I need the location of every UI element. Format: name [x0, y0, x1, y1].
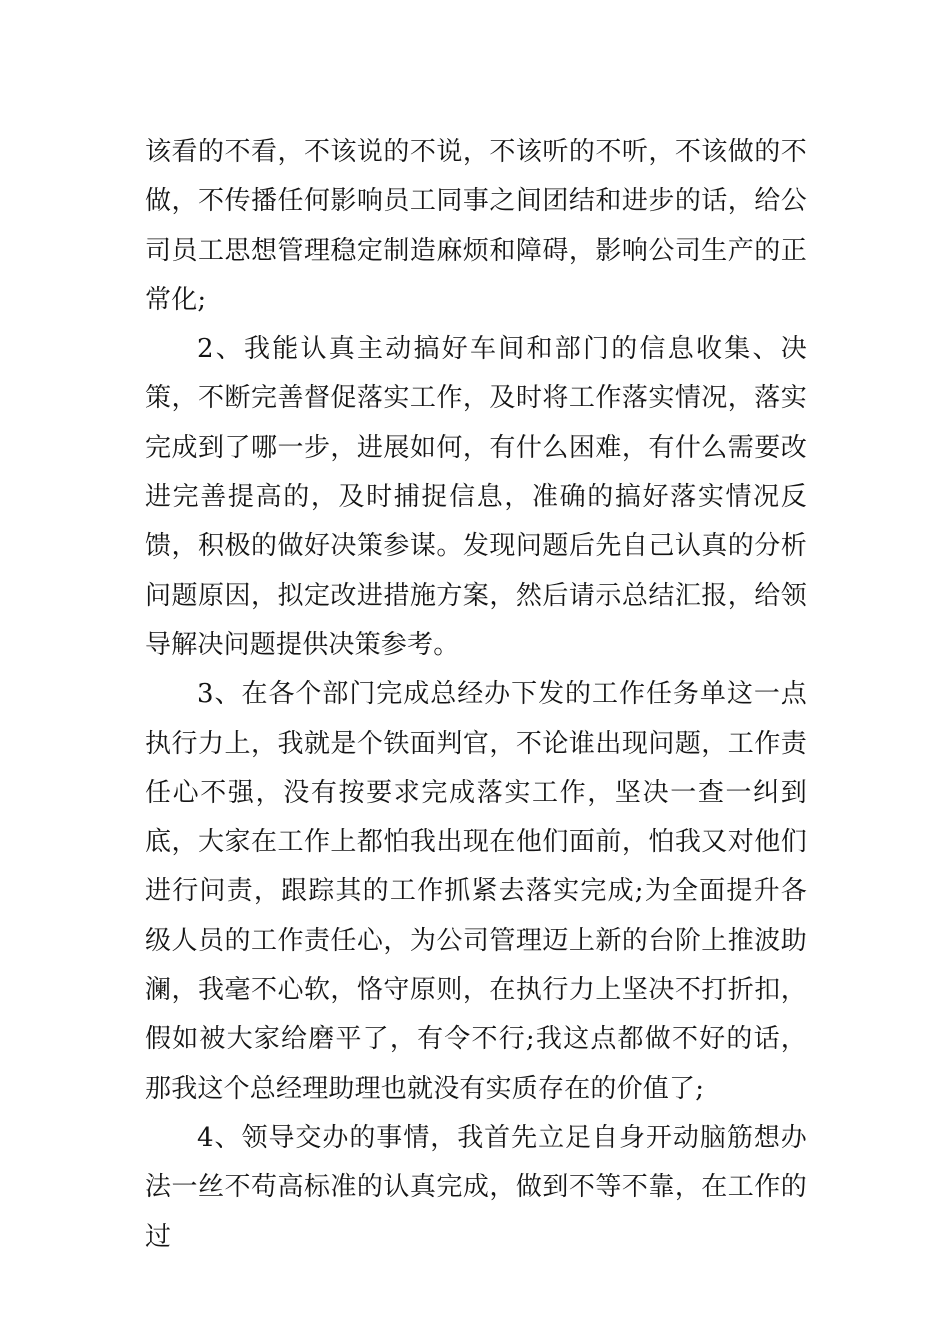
paragraph-item-2: 2、我能认真主动搞好车间和部门的信息收集、决策，不断完善督促落实工作，及时将工作落实情况，落实完成到了哪一步，进展如何，有什么困难，有什么需要改进完善提高的，及时捕捉信息，准确的搞好落实情况反馈，积极的做好决策参谋。发现问题后先自己认真的分析问题原因，拟定改进措施方案，然后请示总结汇报，给领导解决问题提供决策参考。	[145, 334, 807, 660]
paragraph-item-3: 3、在各个部门完成总经办下发的工作任务单这一点执行力上，我就是个铁面判官，不论谁出现问题，工作责任心不强，没有按要求完成落实工作，坚决一查一纠到底，大家在工作上都怕我出现在他们面前，怕我又对他们进行问责，跟踪其的工作抓紧去落实完成;为全面提升各级人员的工作责任心，为公司管理迈上新的台阶上推波助澜，我毫不心软，恪守原则，在执行力上坚决不打折扣，假如被大家给磨平了，有令不行;我这点都做不好的话，那我这个总经理助理也就没有实质存在的价值了;	[145, 679, 807, 1104]
paragraph-item-4: 4、领导交办的事情，我首先立足自身开动脑筋想办法一丝不苟高标准的认真完成，做到不等不靠，在工作的过	[145, 1122, 807, 1252]
paragraph-continued: 该看的不看，不该说的不说，不该听的不听，不该做的不做，不传播任何影响员工同事之间团结和进步的话，给公司员工思想管理稳定制造麻烦和障碍，影响公司生产的正常化;	[145, 137, 807, 315]
document-body	[145, 128, 807, 1262]
